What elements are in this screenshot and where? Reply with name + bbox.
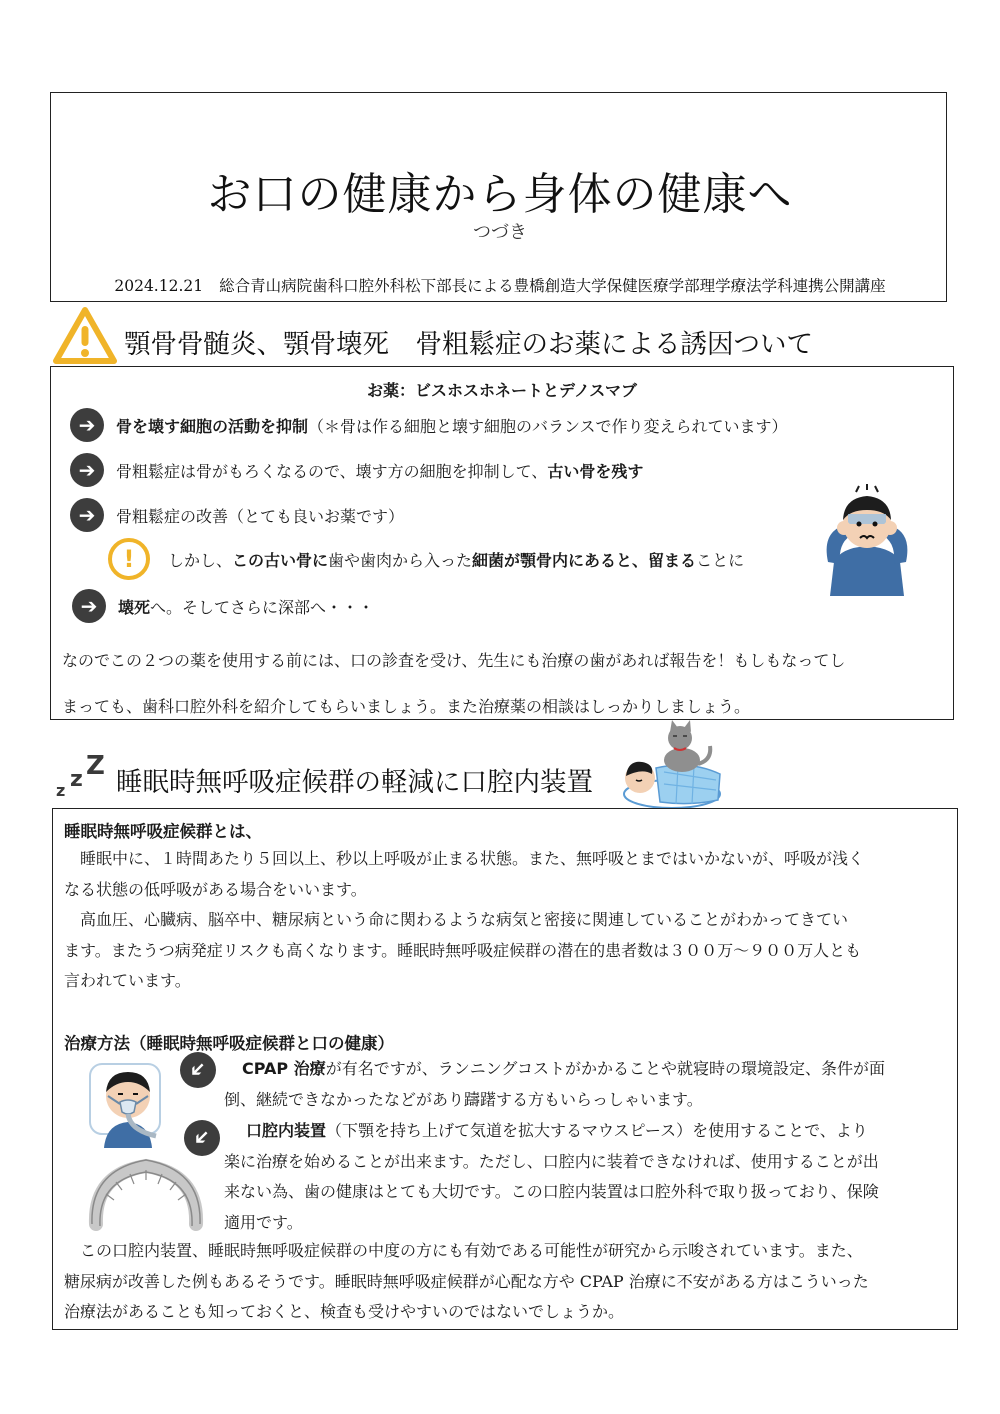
oral-line2: 楽に治療を始めることが出来ます。ただし、口腔内に装着できなければ、使用することが出 [224,1151,879,1171]
item4-text: へ。そしてさらに深部へ・・・ [150,597,375,617]
drug-heading: お薬：ビスホスホネートとデノスマブ [367,381,637,400]
def-heading: 睡眠時無呼吸症候群とは、 [64,822,262,841]
item2-text: 骨粗鬆症は骨がもろくなるので、壊す方の細胞を抑制して、 [116,461,548,481]
item-row-2 [70,453,643,487]
section1-title: 顎骨骨髄炎、顎骨壊死 骨粗鬆症のお薬による誘因ついて [124,329,813,360]
warn-b1: この古い骨に [232,550,329,570]
item-row-4 [72,589,374,623]
page-subtitle: つづき [473,222,527,243]
arrow-down-left-icon: ➔ [177,1113,228,1164]
item2-bold: 古い骨を残す [547,461,644,481]
worried-person-illustration [816,484,918,596]
item3-text: 骨粗鬆症の改善（とても良いお薬です） [116,506,405,526]
def-line3: 高血圧、心臓病、脳卒中、糖尿病という命に関わるような病気と密接に関連していることがわかってきてい [64,910,849,929]
treatment-heading: 治療方法（睡眠時無呼吸症候群と口の健康） [64,1034,394,1053]
oral-line3: 来ない為、歯の健康はとても大切です。この口腔内装置は口腔外科で取り扱っており、保険 [224,1182,879,1201]
item-row-1 [70,408,788,442]
item-row-3 [70,498,404,532]
end-line3: 治療法があることも知っておくと、検査も受けやすいのではないでしょうか。 [64,1302,625,1321]
svg-text:Z: Z [86,751,105,781]
oral-bold: 口腔内装置 [246,1121,327,1140]
oral-line4: 適用です。 [224,1212,303,1232]
warn-t2: ことに [696,550,745,570]
conclusion-text [64,1236,869,1328]
page-title: お口の健康から身体の健康へ [207,169,793,220]
section1-para-line1: なのでこの２つの薬を使用する前には、口の診査を受け、先生にも治療の歯があれば報告を！もしもなってし [62,651,846,670]
arrow-right-icon: ➔ [70,408,104,442]
arrow-right-icon: ➔ [70,453,104,487]
cpap-line2: 倒、継続できなかったなどがあり躊躇する方もいらっしゃいます。 [224,1089,703,1109]
svg-text:z: z [56,781,66,798]
oral-device-text [224,1116,879,1238]
warn-t1: 歯や歯肉から入った [328,550,473,570]
cpap-line1: が有名ですが、ランニングコストがかかることや就寝時の環境設定、条件が面 [325,1059,886,1078]
item1-bold: 骨を壊す細胞の活動を抑制 [116,416,309,436]
def-line5: 言われています。 [64,971,191,990]
warning-row [108,538,744,580]
zzz-sleep-icon [54,744,114,798]
item1-rest: （＊骨は作る細胞と壊す細胞のバランスで作り変えられています） [308,416,788,436]
definition-text [64,844,864,997]
warn-pre: しかし、 [168,550,233,570]
section1-para-line2: まっても、歯科口腔外科を紹介してもらいましょう。また治療薬の相談はしっかりしましょう。 [62,697,751,716]
end-line2: 糖尿病が改善した例もあるそうです。睡眠時無呼吸症候群が心配な方や CPAP 治療に不安がある方はこういった [64,1271,869,1291]
header-date: 2024.12.21 [114,277,204,295]
header-lecture: 総合青山病院歯科口腔外科松下部長による豊橋創造大学保健医療学部理学療法学科連携公開講座 [219,277,886,295]
section1-para [62,638,845,730]
cpap-bold: CPAP 治療 [242,1059,326,1078]
header-meta [0,274,1000,296]
cpap-patient-illustration [86,1058,168,1148]
warn-b2: 細菌が顎骨内にあると、留まる [472,550,697,570]
end-line1: この口腔内装置、睡眠時無呼吸症候群の中度の方にも有効である可能性が研究から示唆されています。また、 [64,1241,863,1260]
def-line4: ます。またうつ病発症リスクも高くなります。睡眠時無呼吸症候群の潜在的患者数は３００万～９００万人とも [64,940,862,960]
def-line2: なる状態の低呼吸がある場合をいいます。 [64,879,367,899]
section2-title: 睡眠時無呼吸症候群の軽減に口腔内装置 [116,767,593,798]
item4-bold: 壊死 [118,597,151,617]
exclamation-circle-icon: ! [108,538,150,580]
def-line1: 睡眠中に、１時間あたり５回以上、秒以上呼吸が止まる状態。また、無呼吸とまではいかないが、呼吸が浅く [64,849,865,868]
oral-line1: （下顎を持ち上げて気道を拡大するマウスピース）を使用することで、より [326,1121,868,1140]
mouthpiece-illustration [86,1154,206,1244]
cpap-text [224,1054,885,1115]
arrow-right-icon: ➔ [70,498,104,532]
arrow-down-left-icon: ➔ [173,1045,224,1096]
svg-text:z: z [70,767,83,792]
arrow-right-icon: ➔ [72,589,106,623]
warning-triangle-icon [52,306,118,366]
sleeping-person-cat-illustration [620,720,730,812]
